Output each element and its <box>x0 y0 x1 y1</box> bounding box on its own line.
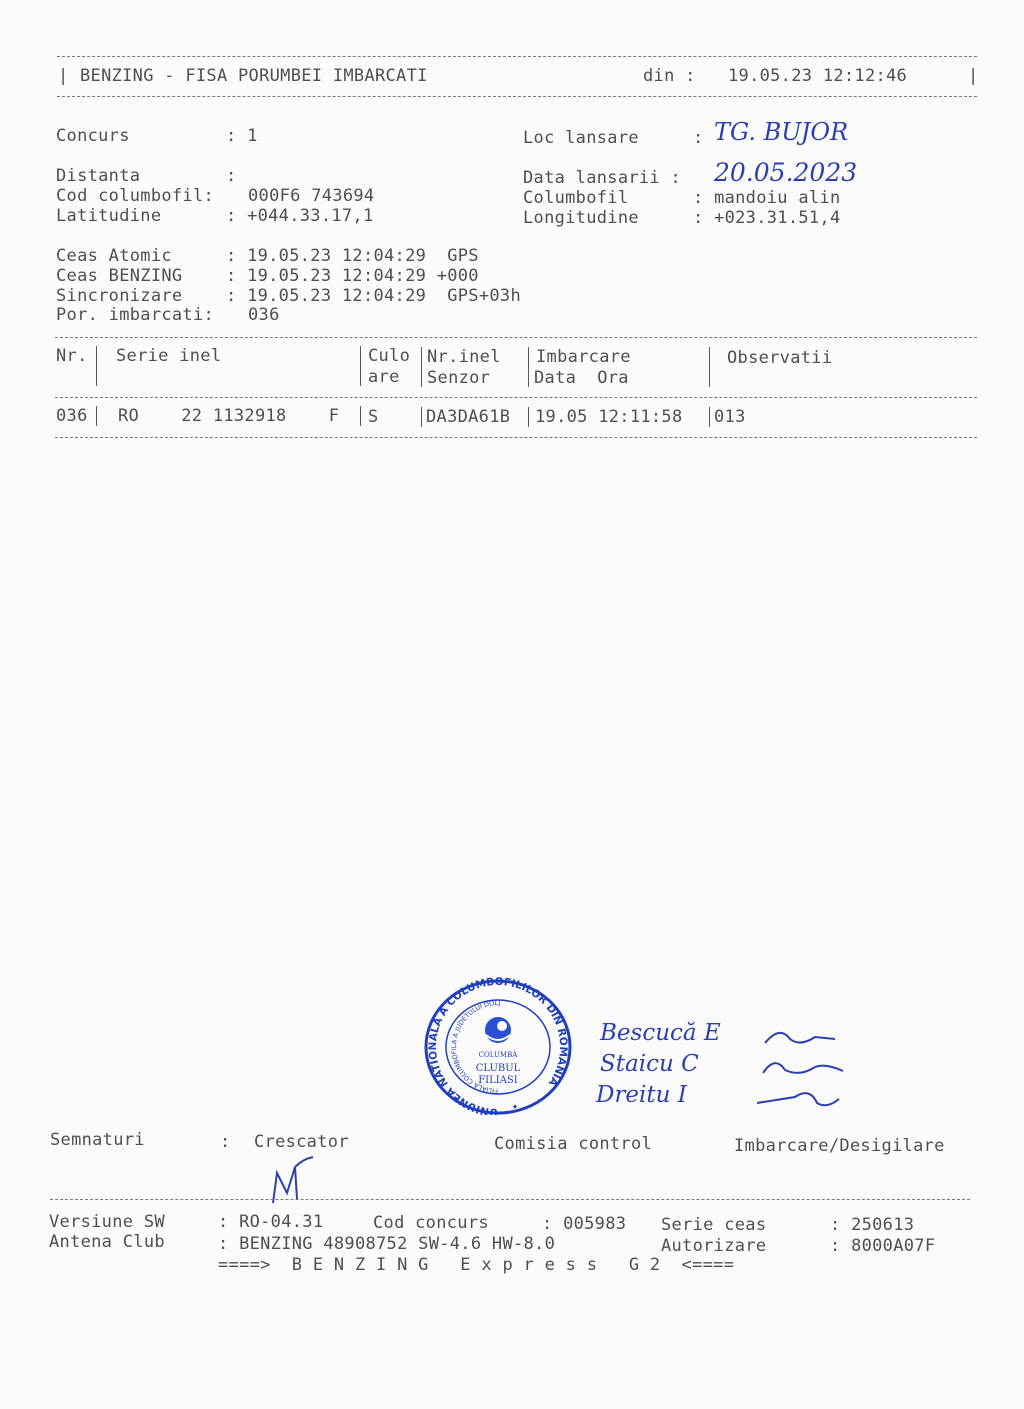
semnaturi-sep: : <box>220 1132 231 1152</box>
table-bottom-rule <box>55 437 977 438</box>
pigeon-logo-icon <box>485 1017 511 1043</box>
td-senzor: DA3DA61B <box>426 407 511 427</box>
concurs-value: : 1 <box>226 126 258 146</box>
comisia-label: Comisia control <box>494 1134 653 1154</box>
th-divider-1 <box>96 346 97 386</box>
stamp-logo-text: COLUMBA <box>478 1051 518 1059</box>
td-nr: 036 <box>56 406 88 426</box>
header-left-bar: | <box>58 66 69 86</box>
td-culoare: S <box>368 407 379 427</box>
sincronizare-value: : 19.05.23 12:04:29 GPS+03h <box>226 286 521 306</box>
star-icon: ★ <box>512 1101 519 1112</box>
td-serie-inel: RO 22 1132918 F <box>118 406 340 426</box>
stamp-club-1: CLUBUL <box>475 1063 521 1074</box>
latitudine-value: : +044.33.17,1 <box>226 206 374 226</box>
commission-signature-2: Staicu C <box>600 1051 699 1077</box>
th-divider-3 <box>421 347 422 387</box>
th-nrinel-1: Nr.inel <box>427 347 501 367</box>
stamp-club-2: FILIASI <box>478 1075 518 1086</box>
header-right-bar: | <box>968 66 979 86</box>
header-din-value: 19.05.23 12:12:46 <box>728 66 908 86</box>
por-imbarcati-label: Por. imbarcati: <box>56 305 215 325</box>
semnaturi-label: Semnaturi <box>50 1130 145 1150</box>
header-bottom-rule <box>57 96 977 97</box>
antena-value: : BENZING 48908752 SW-4.6 HW-8.0 <box>218 1234 556 1254</box>
imbarcare-label: Imbarcare/Desigilare <box>734 1136 945 1156</box>
antena-label: Antena Club <box>49 1232 165 1252</box>
th-nrinel-2: Senzor <box>427 368 491 388</box>
td-divider-5 <box>709 407 710 427</box>
ceas-atomic-label: Ceas Atomic <box>56 246 172 266</box>
cod-columbofil-label: Cod columbofil: <box>56 186 215 206</box>
cod-columbofil-value: 000F6 743694 <box>248 186 375 206</box>
th-divider-5 <box>709 347 710 387</box>
distanta-label: Distanta <box>56 166 141 186</box>
table-top-rule <box>55 337 977 338</box>
loc-lansare-label: Loc lansare <box>523 128 639 148</box>
td-divider-1 <box>96 406 97 426</box>
breeder-signature <box>265 1155 325 1210</box>
td-divider-2 <box>360 406 361 426</box>
data-lansarii-label: Data lansarii : <box>523 168 682 188</box>
td-data-ora: 19.05 12:11:58 <box>535 407 683 427</box>
brand-line: ====> B E N Z I N G E x p r e s s G 2 <==== <box>218 1255 735 1275</box>
club-stamp <box>420 975 576 1115</box>
table-header-rule <box>55 397 977 398</box>
serie-ceas-value: : 250613 <box>830 1215 915 1235</box>
th-divider-4 <box>528 347 529 387</box>
concurs-label: Concurs <box>56 126 130 146</box>
header-title: BENZING - FISA PORUMBEI IMBARCATI <box>80 66 428 86</box>
serie-ceas-label: Serie ceas <box>661 1215 767 1235</box>
longitudine-value: : +023.31.51,4 <box>693 208 841 228</box>
ceas-atomic-value: : 19.05.23 12:04:29 GPS <box>226 246 479 266</box>
latitudine-label: Latitudine <box>56 206 162 226</box>
commission-signature-3: Dreitu I <box>596 1082 687 1108</box>
autorizare-label: Autorizare <box>661 1236 767 1256</box>
footer-rule <box>50 1199 970 1200</box>
ceas-benzing-label: Ceas BENZING <box>56 266 183 286</box>
por-imbarcati-value: 036 <box>248 305 280 325</box>
td-divider-3 <box>421 407 422 427</box>
td-divider-4 <box>528 407 529 427</box>
cod-concurs-value: : 005983 <box>542 1214 627 1234</box>
stamp-inner-ring-text: FILIALA COLUMBOFILA A JUDETULUI DOLJ <box>450 998 501 1096</box>
th-culoare-1: Culo <box>368 346 411 366</box>
loc-lansare-sep: : <box>693 128 704 148</box>
versiune-label: Versiune SW <box>49 1212 165 1232</box>
distanta-value: : <box>226 166 237 186</box>
th-divider-2 <box>360 346 361 386</box>
loc-lansare-value: TG. BUJOR <box>714 118 849 146</box>
th-imbarcare-2: Data Ora <box>534 368 629 388</box>
th-imbarcare-1: Imbarcare <box>536 347 631 367</box>
columbofil-value: : mandoiu alin <box>693 188 841 208</box>
ceas-benzing-value: : 19.05.23 12:04:29 +000 <box>226 266 479 286</box>
header-top-rule <box>57 56 977 57</box>
columbofil-label: Columbofil <box>523 188 629 208</box>
th-nr: Nr. <box>56 346 88 366</box>
th-serie-inel: Serie inel <box>116 346 222 366</box>
crescator-label: Crescator <box>254 1132 349 1152</box>
th-observatii: Observatii <box>727 348 833 368</box>
autorizare-value: : 8000A07F <box>830 1236 936 1256</box>
data-lansarii-value: 20.05.2023 <box>714 158 858 187</box>
commission-scribbles <box>755 1025 850 1115</box>
sincronizare-label: Sincronizare <box>56 286 183 306</box>
versiune-value: : RO-04.31 <box>218 1212 324 1232</box>
stamp-ring-text: UNIUNEA NATIONALA A COLUMBOFILILOR DIN ROMANIA <box>426 975 570 1115</box>
header-din-label: din : <box>643 66 696 86</box>
td-observatii: 013 <box>714 407 746 427</box>
cod-concurs-label: Cod concurs <box>373 1213 489 1233</box>
longitudine-label: Longitudine <box>523 208 639 228</box>
commission-signature-1: Bescucă E <box>600 1020 721 1046</box>
th-culoare-2: are <box>368 367 400 387</box>
